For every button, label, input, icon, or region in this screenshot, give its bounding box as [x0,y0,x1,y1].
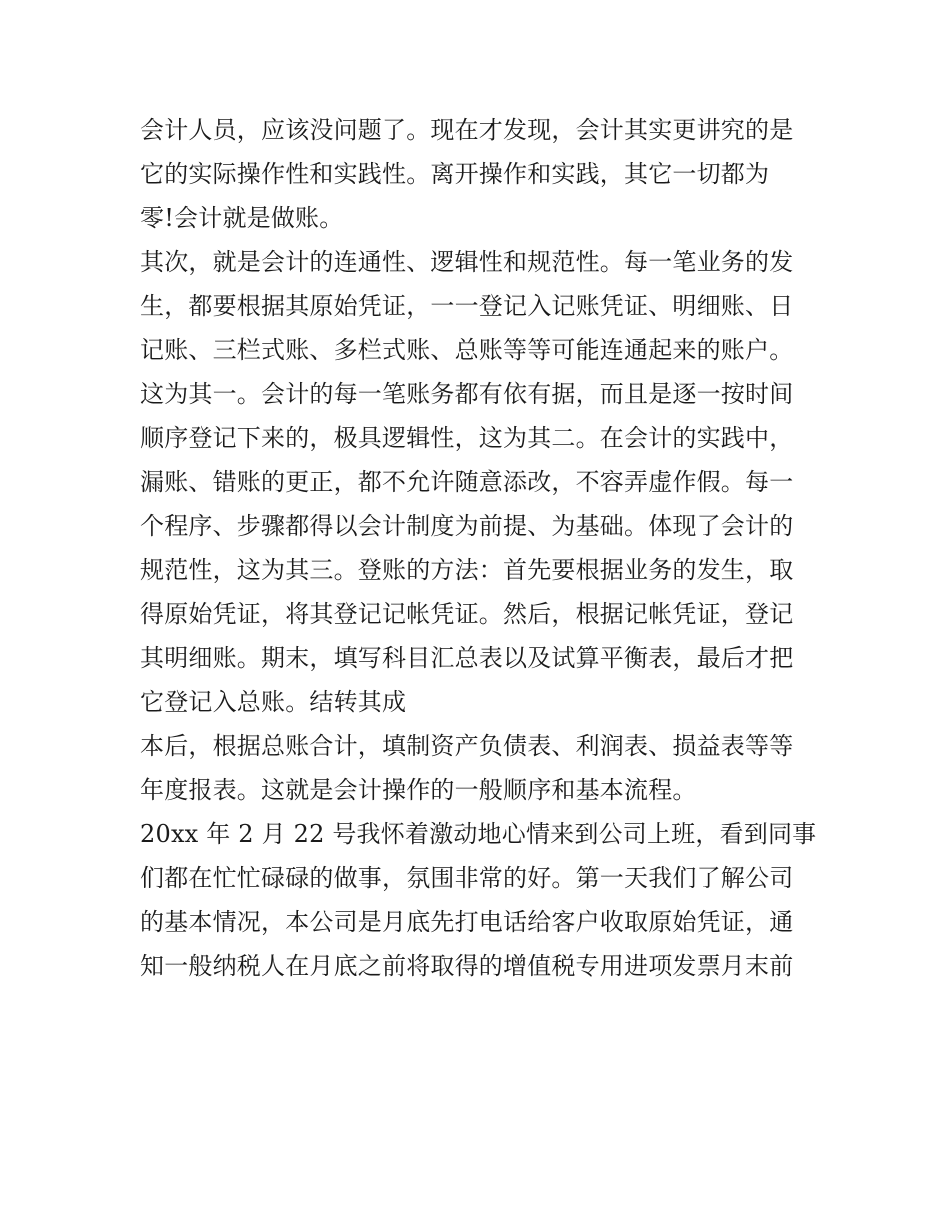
text-line: 年度报表。这就是会计操作的一般顺序和基本流程。 [140,776,697,804]
text-line: 个程序、步骤都得以会计制度为前提、为基础。体现了会计的 [140,512,794,540]
text-line: 它登记入总账。结转其成 [140,688,407,716]
text-line: 知一般纳税人在月底之前将取得的增值税专用进项发票月末前 [140,952,794,980]
text-line: 其明细账。期末，填写科目汇总表以及试算平衡表，最后才把 [140,644,794,672]
text-line: 它的实际操作性和实践性。离开操作和实践，其它一切都为 [140,160,770,188]
text-line: 会计人员，应该没问题了。现在才发现，会计其实更讲究的是 [140,116,794,144]
text-line: 零!会计就是做账。 [140,204,344,232]
text-line: 记账、三栏式账、多栏式账、总账等等可能连通起来的账户。 [140,336,794,364]
text-line: 顺序登记下来的，极具逻辑性，这为其二。在会计的实践中， [140,424,794,452]
text-line: 们都在忙忙碌碌的做事，氛围非常的好。第一天我们了解公司 [140,864,794,892]
text-line: 这为其一。会计的每一笔账务都有依有据，而且是逐一按时间 [140,380,794,408]
text-line: 漏账、错账的更正，都不允许随意添改，不容弄虚作假。每一 [140,468,794,496]
text-line: 生，都要根据其原始凭证，一一登记入记账凭证、明细账、日 [140,292,794,320]
text-line: 规范性，这为其三。登账的方法：首先要根据业务的发生，取 [140,556,794,584]
text-line: 20xx 年 2 月 22 号我怀着激动地心情来到公司上班，看到同事 [140,820,817,848]
text-line: 得原始凭证，将其登记记帐凭证。然后，根据记帐凭证，登记 [140,600,794,628]
text-line: 本后，根据总账合计，填制资产负债表、利润表、损益表等等 [140,732,794,760]
text-line: 的基本情况，本公司是月底先打电话给客户收取原始凭证，通 [140,908,794,936]
text-line: 其次，就是会计的连通性、逻辑性和规范性。每一笔业务的发 [140,248,794,276]
body-text [140,108,820,988]
